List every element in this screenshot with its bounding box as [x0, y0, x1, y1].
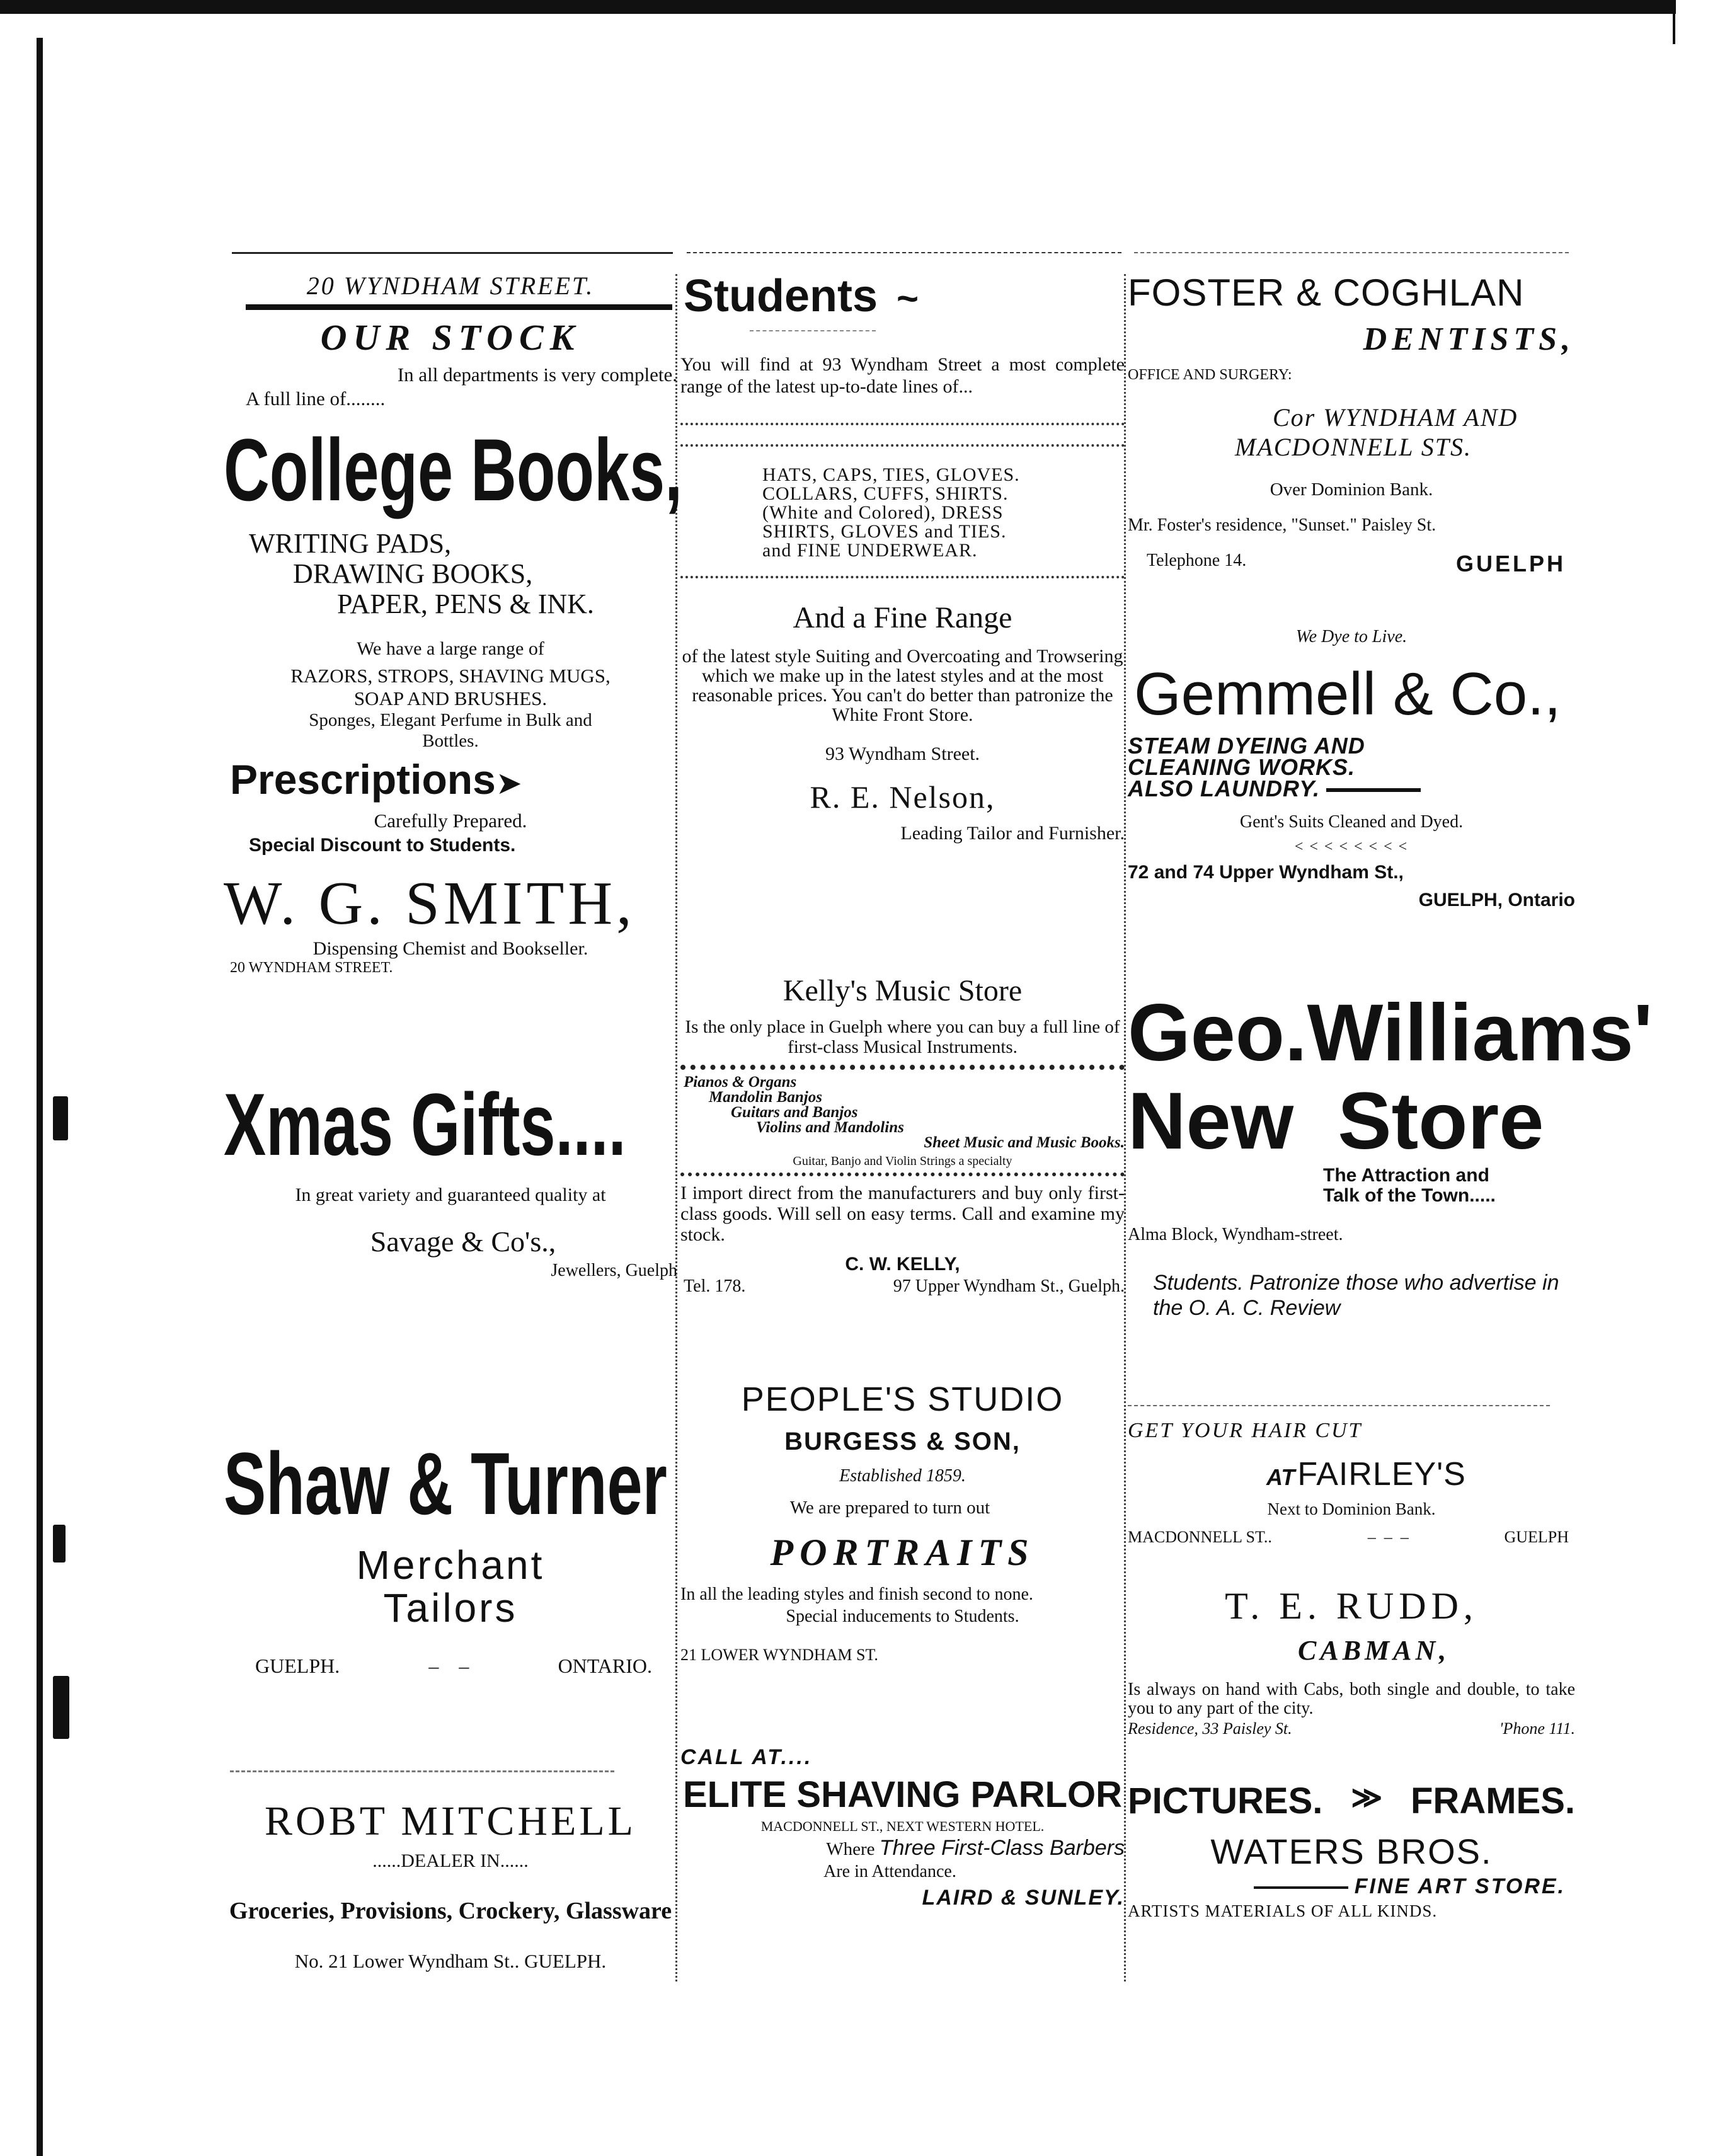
steam-dyeing-text: STEAM DYEING AND: [1128, 733, 1365, 759]
studio-ad: [680, 1380, 1125, 1665]
guelph-label: GUELPH.: [255, 1654, 340, 1677]
rudd-name: T. E. RUDD,: [1225, 1585, 1478, 1627]
fine-art-text: [1128, 1874, 1575, 1899]
instrument-item: Pianos & Organs: [684, 1074, 797, 1091]
sponges-text: Sponges, Elegant Perfume in Bulk and: [309, 710, 592, 730]
prescriptions-heading: [224, 755, 677, 803]
intro-text: You will find at 93 Wyndham Street a most complete range of the latest up-to-date lines of...: [680, 354, 1125, 397]
dealer-text: ......DEALER IN......: [372, 1850, 529, 1871]
bottles-text: Bottles.: [422, 731, 479, 751]
office-label: OFFICE AND SURGERY:: [1128, 367, 1292, 383]
attendance-text: Are in Attendance.: [823, 1862, 956, 1881]
elite-ad: [680, 1745, 1125, 1910]
call-at-text: CALL AT....: [680, 1745, 813, 1769]
burgess-name: BURGESS & SON,: [784, 1428, 1021, 1455]
double-chevron-icon: ≫: [1351, 1781, 1383, 1815]
mitchell-ad: [224, 1770, 677, 1973]
beaded-rule: [680, 1173, 1125, 1176]
left-margin-rule: [37, 38, 43, 2156]
dotted-rule: [680, 576, 1125, 578]
cleaning-works-text: CLEANING WORKS.: [1128, 754, 1355, 780]
instrument-item: Sheet Music and Music Books.: [924, 1134, 1125, 1151]
cab-service-text: Is always on hand with Cabs, both single and double, to take you to any part of the city.: [1128, 1680, 1575, 1718]
prepared-text: We are prepared to turn out: [789, 1498, 990, 1518]
fairley-ad: [1128, 1405, 1575, 1547]
special-discount-text: Special Discount to Students.: [249, 835, 516, 856]
talk-of-town-text: Talk of the Town.....: [1323, 1185, 1496, 1206]
prescriptions-label: Prescriptions: [230, 756, 496, 803]
get-hair-cut-text: GET YOUR HAIR CUT: [1128, 1419, 1363, 1442]
gemmell-address: 72 and 74 Upper Wyndham St.,: [1128, 862, 1404, 883]
merchant-text: Merchant: [356, 1542, 545, 1588]
waters-bros-heading: WATERS BROS.: [1210, 1832, 1493, 1871]
separator-rule: [750, 330, 876, 331]
savage-name: Savage & Co's.,: [370, 1225, 556, 1258]
clothing-item: (White and Colored), DRESS: [762, 502, 1004, 523]
nelson-ad: [680, 271, 1125, 844]
strings-text: Guitar, Banjo and Violin Strings a specialty: [793, 1154, 1012, 1168]
xmas-gifts-heading: Xmas Gifts....: [224, 1075, 626, 1174]
rudd-ad: [1128, 1585, 1575, 1738]
dentists-heading: DENTISTS,: [1363, 321, 1575, 357]
tailors-text: Tailors: [383, 1585, 518, 1631]
fairley-city: GUELPH: [1504, 1528, 1569, 1546]
gemmell-heading: Gemmell & Co.,: [1134, 660, 1561, 728]
rudd-residence: Residence, 33 Paisley St.: [1128, 1719, 1292, 1738]
chevron-ornament: < < < < < < < <: [1294, 839, 1409, 855]
alma-block-text: Alma Block, Wyndham-street.: [1128, 1225, 1343, 1244]
full-line-text: A full line of........: [246, 387, 386, 410]
foster-contact-row: [1128, 551, 1575, 577]
attraction-text: The Attraction and: [1323, 1165, 1489, 1186]
our-stock-heading: OUR STOCK: [320, 317, 581, 358]
store-text: Store: [1338, 1076, 1544, 1166]
waters-ad: [1128, 1780, 1575, 1921]
kelly-address: 97 Upper Wyndham St., Guelph.: [893, 1276, 1125, 1296]
barbers-text: [680, 1836, 1125, 1861]
leading-styles-text: In all the leading styles and finish second to none.: [680, 1585, 1033, 1604]
clothing-item: SHIRTS, GLOVES and TIES.: [762, 521, 1007, 542]
complete-text: In all departments is very complete.: [397, 364, 677, 386]
shaw-turner-ad: [224, 1436, 677, 1678]
rudd-contact-row: [1128, 1719, 1575, 1738]
leading-tailor-text: Leading Tailor and Furnisher.: [900, 823, 1125, 844]
gemmell-city: GUELPH, Ontario: [1418, 890, 1575, 910]
clothing-item: COLLARS, CUFFS, SHIRTS.: [762, 483, 1009, 504]
shaw-turner-heading: Shaw & Turner: [224, 1434, 667, 1533]
separator-rule: [230, 1770, 614, 1772]
rule-arrow: [1326, 788, 1421, 792]
fairley-location-row: [1128, 1528, 1575, 1547]
next-bank-text: Next to Dominion Bank.: [1267, 1499, 1436, 1518]
soap-text: SOAP AND BRUSHES.: [353, 687, 548, 709]
pictures-text: PICTURES.: [1128, 1780, 1323, 1821]
foster-ad: [1128, 271, 1575, 577]
williams-ad: [1128, 988, 1653, 1321]
over-bank-text: Over Dominion Bank.: [1270, 479, 1433, 500]
laird-sunley-name: LAIRD & SUNLEY.: [922, 1886, 1125, 1910]
smith-address: 20 WYNDHAM STREET.: [230, 960, 393, 976]
college-books-heading: College Books,: [224, 420, 683, 519]
instrument-item: Violins and Mandolins: [756, 1119, 904, 1136]
studio-address: 21 LOWER WYNDHAM ST.: [680, 1646, 878, 1664]
special-inducements-text: Special inducements to Students.: [786, 1607, 1019, 1626]
header-rule: [1134, 252, 1569, 255]
pointing-arrow-icon: ➤: [495, 765, 522, 801]
smith-name: W. G. SMITH,: [224, 869, 636, 938]
dotted-rule: [680, 423, 1125, 425]
writing-pads-text: WRITING PADS,: [249, 528, 452, 559]
geo-text: Geo.: [1128, 988, 1307, 1078]
smith-ad: [224, 271, 683, 977]
only-place-text: Is the only place in Guelph where you can buy a full line of first-class Musical Instruments.: [685, 1017, 1120, 1057]
carefully-prepared-text: Carefully Prepared.: [374, 810, 527, 832]
clothing-item: HATS, CAPS, TIES, GLOVES.: [762, 464, 1020, 485]
header-rule: [687, 252, 1121, 255]
dispensing-chemist-text: Dispensing Chemist and Bookseller.: [312, 938, 588, 959]
drawing-books-text: DRAWING BOOKS,: [293, 558, 533, 589]
artists-materials-text: ARTISTS MATERIALS OF ALL KINDS.: [1128, 1901, 1438, 1920]
new-text: New: [1128, 1076, 1294, 1166]
foster-coghlan-heading: FOSTER & COGHLAN: [1128, 272, 1525, 314]
foster-residence-text: Mr. Foster's residence, "Sunset." Paisley St.: [1128, 515, 1436, 535]
at-label: AT: [1266, 1464, 1295, 1490]
header-underline: [246, 304, 672, 310]
suiting-text: of the latest style Suiting and Overcoating and Trowsering which we make up in the latest styles and at the most reasonable prices. You can't do better than patronize the White Front Store.: [682, 646, 1123, 725]
groceries-text: Groceries, Provisions, Crockery, Glassware: [229, 1898, 672, 1924]
kelly-ad: [680, 973, 1125, 1297]
column-left: [224, 271, 683, 1972]
store-address: 93 Wyndham Street.: [825, 743, 980, 764]
kelly-contact-row: [680, 1276, 1125, 1297]
rule-lead: [1254, 1886, 1348, 1889]
fairley-name: FAIRLEY'S: [1297, 1456, 1466, 1493]
kelly-telephone: Tel. 178.: [684, 1276, 746, 1296]
elite-heading: ELITE SHAVING PARLOR: [682, 1774, 1123, 1815]
column-right: [1128, 271, 1653, 1920]
fairley-line: [1128, 1455, 1575, 1493]
ink-blot: [53, 1525, 66, 1563]
instrument-list: [680, 1075, 1125, 1150]
razors-text: RAZORS, STROPS, SHAVING MUGS,: [290, 665, 611, 687]
clothing-item: and FINE UNDERWEAR.: [762, 540, 978, 561]
separator-rule: [1128, 1405, 1550, 1406]
ontario-label: ONTARIO.: [558, 1654, 652, 1677]
dye-slogan: We Dye to Live.: [1295, 627, 1408, 646]
gemmell-ad: [1128, 627, 1575, 911]
top-border: [0, 0, 1676, 14]
dash-separator: – –: [428, 1654, 469, 1677]
large-range-text: We have a large range of: [357, 638, 544, 659]
jewellers-text: Jewellers, Guelph: [551, 1261, 677, 1280]
established-text: Established 1859.: [839, 1466, 966, 1486]
elite-address: MACDONNELL ST., NEXT WESTERN HOTEL.: [760, 1818, 1045, 1834]
import-text: I import direct from the manufacturers and buy only first-class goods. Will sell on easy terms. Call and examine my stock.: [680, 1183, 1125, 1245]
mitchell-name: ROBT MITCHELL: [265, 1798, 636, 1844]
macdonnell-text: MACDONNELL STS.: [1235, 433, 1472, 461]
fine-range-heading: And a Fine Range: [793, 601, 1012, 634]
students-label: Students: [684, 271, 878, 321]
right-margin-rule: [1673, 0, 1675, 44]
mac-street-label: MACDONNELL ST..: [1128, 1528, 1272, 1546]
corner-text: Cor WYNDHAM AND: [1273, 403, 1518, 432]
fine-art-label: FINE ART STORE.: [1354, 1874, 1566, 1898]
rudd-phone: 'Phone 111.: [1499, 1719, 1575, 1738]
header-rule: [232, 252, 673, 254]
williams-text: Williams': [1307, 988, 1653, 1078]
dash-separator: – – –: [1367, 1528, 1409, 1546]
peoples-studio-heading: PEOPLE'S STUDIO: [741, 1380, 1064, 1418]
ad-address-header: 20 WYNDHAM STREET.: [306, 272, 595, 300]
dotted-rule: [680, 444, 1125, 447]
kelly-name: C. W. KELLY,: [845, 1254, 960, 1275]
instrument-item: Mandolin Banjos: [709, 1089, 822, 1106]
cabman-heading: CABMAN,: [1298, 1635, 1450, 1666]
xmas-ad: [224, 1077, 677, 1281]
ink-blot: [53, 1676, 69, 1739]
clothing-list: [680, 466, 1125, 560]
kellys-heading: Kelly's Music Store: [783, 974, 1023, 1007]
great-variety-text: In great variety and guaranteed quality at: [295, 1184, 606, 1205]
mitchell-address: No. 21 Lower Wyndham St.. GUELPH.: [294, 1950, 607, 1972]
shaw-location-row: [224, 1654, 677, 1678]
where-label: Where: [826, 1839, 875, 1859]
flourish-icon: ~: [897, 277, 919, 319]
paper-pens-text: PAPER, PENS & INK.: [337, 588, 594, 619]
foster-telephone: Telephone 14.: [1147, 551, 1247, 570]
new-store-row: [1128, 1077, 1575, 1166]
laundry-text: [1128, 778, 1575, 800]
instrument-item: Guitars and Banjos: [731, 1104, 858, 1121]
students-heading: [680, 271, 1125, 324]
portraits-heading: PORTRAITS: [770, 1532, 1035, 1573]
laundry-label: ALSO LAUNDRY.: [1128, 776, 1321, 801]
column-center: [680, 271, 1125, 1910]
frames-text: FRAMES.: [1411, 1780, 1575, 1821]
pictures-frames-row: [1128, 1780, 1575, 1822]
nelson-name: R. E. Nelson,: [810, 779, 995, 815]
foster-city: GUELPH: [1455, 551, 1566, 576]
ink-blot: [53, 1096, 68, 1140]
beaded-rule: [680, 1065, 1125, 1070]
barbers-label: Three First-Class Barbers: [879, 1836, 1125, 1860]
patronize-text: Students. Patronize those who advertise in the O. A. C. Review: [1153, 1271, 1559, 1320]
williams-title-row: [1128, 988, 1653, 1078]
gents-suits-text: Gent's Suits Cleaned and Dyed.: [1239, 812, 1464, 832]
